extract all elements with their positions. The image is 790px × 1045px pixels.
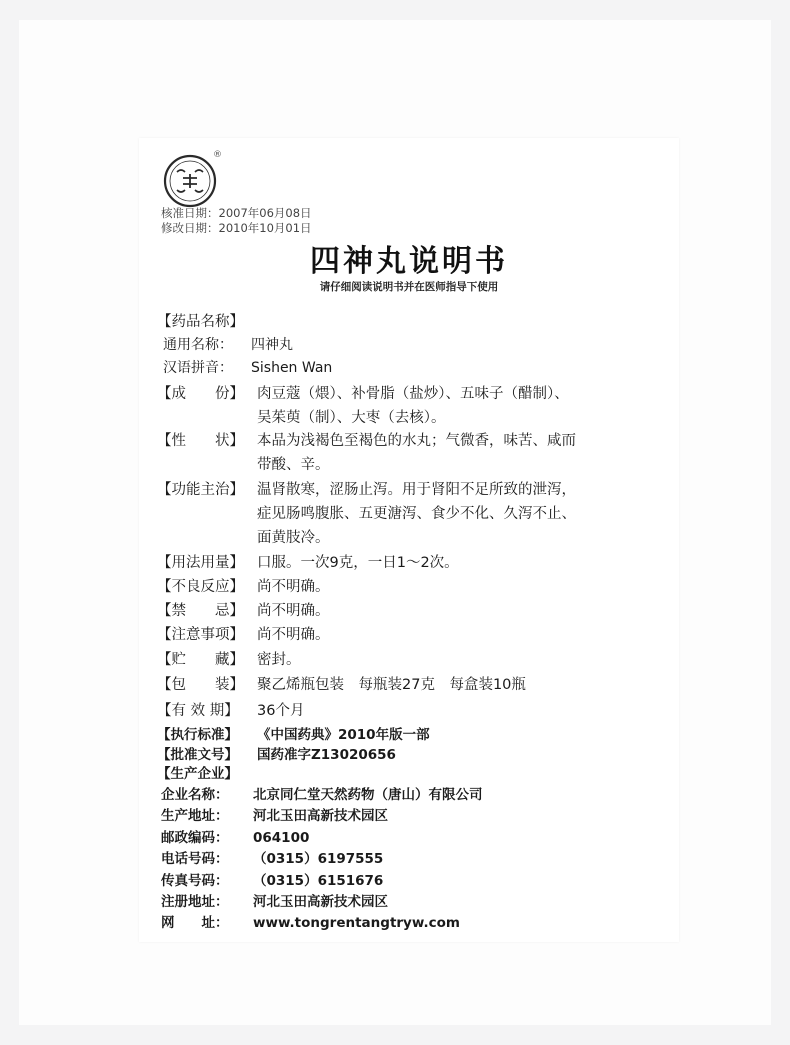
fax-value: （0315）6151676 — [253, 873, 384, 889]
ingredients-label: 【成 份】 — [157, 386, 244, 402]
fax-row — [161, 869, 383, 889]
approval-number-value: 国药准字Z13020656 — [257, 747, 396, 763]
storage-label: 【贮 藏】 — [157, 652, 244, 668]
postal-code-label: 邮政编码： — [161, 830, 229, 846]
approval-number-label: 【批准文号】 — [157, 747, 238, 763]
phone-row — [161, 847, 383, 867]
contraindications-label: 【禁 忌】 — [157, 603, 244, 619]
company-name-value: 北京同仁堂天然药物（唐山）有限公司 — [253, 787, 483, 803]
description-line-1: 本品为浅褐色至褐色的水丸；气微香，味苦、咸而 — [257, 433, 576, 449]
registered-address-row — [161, 890, 388, 910]
description-line-2: 带酸、辛。 — [257, 457, 330, 473]
standard-row — [157, 723, 430, 743]
website-row — [161, 911, 460, 931]
packaging-value: 聚乙烯瓶包装 每瓶装27克 每盒装10瓶 — [257, 677, 526, 693]
phone-value: （0315）6197555 — [253, 851, 384, 867]
description-row — [157, 429, 576, 450]
approval-date: 核准日期：2007年06月08日 — [161, 206, 312, 220]
page-subtitle: 请仔细阅读说明书并在医师指导下使用 — [319, 281, 499, 293]
instruction-sheet — [139, 138, 679, 942]
section-drug-name: 【药品名称】 — [157, 314, 244, 330]
shelf-life-row — [157, 699, 304, 720]
storage-value: 密封。 — [257, 652, 301, 668]
indications-line-1: 温肾散寒，涩肠止泻。用于肾阳不足所致的泄泻， — [257, 482, 576, 498]
dosage-row — [157, 551, 459, 572]
contraindications-row — [157, 599, 330, 620]
revision-date: 修改日期：2010年10月01日 — [161, 221, 312, 235]
dosage-value: 口服。一次9克，一日1～2次。 — [257, 555, 459, 571]
description-label: 【性 状】 — [157, 433, 244, 449]
precautions-value: 尚不明确。 — [257, 627, 330, 643]
production-address-value: 河北玉田高新技术园区 — [253, 808, 388, 824]
indications-row — [157, 478, 576, 499]
registered-address-value: 河北玉田高新技术园区 — [253, 894, 388, 910]
postal-code-row — [161, 826, 309, 846]
dosage-label: 【用法用量】 — [157, 555, 244, 571]
precautions-label: 【注意事项】 — [157, 627, 244, 643]
website-label: 网 址： — [161, 915, 229, 931]
adverse-reactions-row — [157, 575, 330, 596]
common-name-value: 四神丸 — [251, 337, 293, 353]
shelf-life-label: 【有 效 期】 — [157, 703, 239, 719]
phone-label: 电话号码： — [161, 851, 229, 867]
storage-row — [157, 648, 301, 669]
indications-label: 【功能主治】 — [157, 482, 244, 498]
adverse-reactions-label: 【不良反应】 — [157, 579, 244, 595]
registered-mark: ® — [213, 150, 222, 160]
packaging-label: 【包 装】 — [157, 677, 244, 693]
ingredients-line-1: 肉豆蔻（煨）、补骨脂（盐炒）、五味子（醋制）、 — [257, 386, 569, 402]
production-address-row — [161, 804, 388, 824]
approval-number-row — [157, 743, 396, 763]
ingredients-line-2: 吴茱萸（制）、大枣（去核）。 — [257, 410, 446, 426]
common-name-label: 通用名称： — [163, 337, 233, 353]
packaging-row — [157, 673, 526, 694]
shelf-life-value: 36个月 — [257, 703, 305, 719]
pinyin-label: 汉语拼音： — [163, 360, 233, 376]
fax-label: 传真号码： — [161, 873, 229, 889]
contraindications-value: 尚不明确。 — [257, 603, 330, 619]
adverse-reactions-value: 尚不明确。 — [257, 579, 330, 595]
postal-code-value: 064100 — [253, 830, 310, 846]
page-title: 四神丸说明书 — [310, 244, 508, 279]
ingredients-row — [157, 382, 569, 403]
common-name-row — [163, 334, 293, 354]
company-name-label: 企业名称： — [161, 787, 229, 803]
production-address-label: 生产地址： — [161, 808, 229, 824]
standard-label: 【执行标准】 — [157, 727, 238, 743]
pinyin-value: Sishen Wan — [251, 360, 333, 376]
precautions-row — [157, 623, 330, 644]
tongrentang-logo-icon — [161, 152, 219, 210]
pinyin-row — [163, 357, 332, 377]
indications-line-2: 症见肠鸣腹胀、五更溏泻、食少不化、久泻不止、 — [257, 506, 576, 522]
section-manufacturer: 【生产企业】 — [157, 766, 238, 782]
website-value: www.tongrentangtryw.com — [253, 915, 460, 931]
page-frame — [19, 20, 771, 1025]
standard-value: 《中国药典》2010年版一部 — [257, 727, 430, 743]
company-name-row — [161, 783, 483, 803]
dates-block — [161, 206, 312, 236]
registered-address-label: 注册地址： — [161, 894, 229, 910]
indications-line-3: 面黄肢冷。 — [257, 530, 330, 546]
